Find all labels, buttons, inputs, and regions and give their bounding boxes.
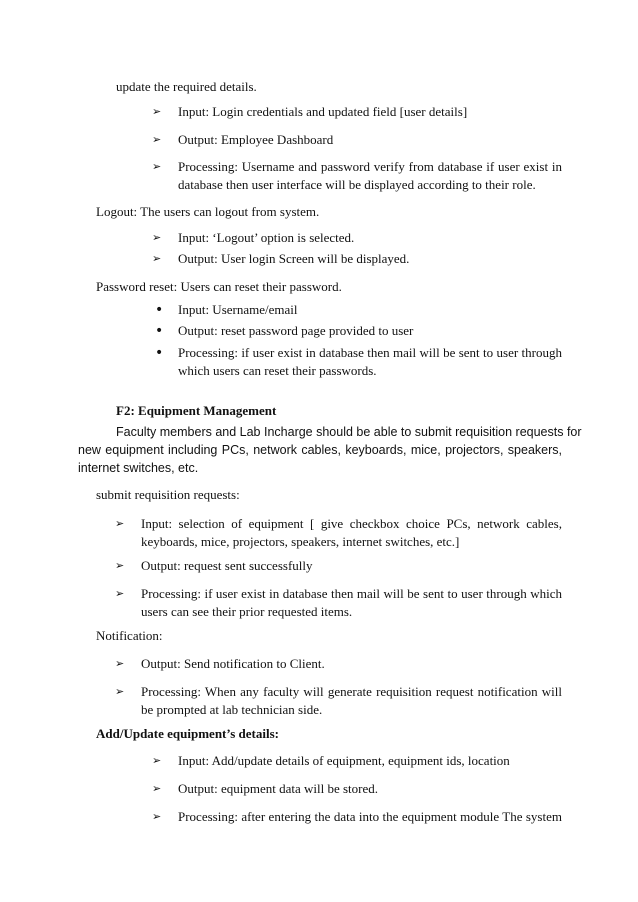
dot-bullet-icon: • [155, 302, 164, 318]
list-item-text: Processing: Username and password verify from database if user exist in database then user interface will be displayed according to their role. [178, 159, 562, 192]
dot-bullet-icon: • [155, 323, 164, 339]
list-item-text: Input: Add/update details of equipment, equipment ids, location [178, 753, 510, 768]
intro-line: update the required details. [116, 79, 257, 94]
list-item-text: Output: User login Screen will be displayed. [178, 251, 410, 266]
arrow-bullet-icon: ➢ [115, 587, 125, 600]
list-item-text: Input: Login credentials and updated field [user details] [178, 104, 468, 119]
list-item-text: Output: request sent successfully [141, 558, 313, 573]
dot-bullet-icon: • [155, 345, 164, 361]
arrow-bullet-icon: ➢ [115, 685, 125, 698]
arrow-bullet-icon: ➢ [152, 252, 162, 265]
list-item-text: Output: Employee Dashboard [178, 132, 334, 147]
section-paragraph-line: new equipment including PCs, network cables, keyboards, mice, projectors, speakers, [78, 443, 562, 457]
section-paragraph-line: Faculty members and Lab Incharge should be able to submit requisition requests for [116, 425, 582, 439]
add-update-heading: Add/Update equipment’s details: [96, 726, 279, 741]
arrow-bullet-icon: ➢ [152, 754, 162, 767]
arrow-bullet-icon: ➢ [115, 657, 125, 670]
arrow-bullet-icon: ➢ [152, 105, 162, 118]
password-reset-heading: Password reset: Users can reset their password. [96, 279, 342, 294]
list-item-text: Processing: if user exist in database then mail will be sent to user through which users can see their prior requested items. [141, 586, 562, 619]
arrow-bullet-icon: ➢ [115, 559, 125, 572]
arrow-bullet-icon: ➢ [152, 133, 162, 146]
arrow-bullet-icon: ➢ [152, 160, 162, 173]
list-item-text: Processing: When any faculty will generate requisition request notification will be prompted at lab technician side. [141, 684, 562, 717]
notification-heading: Notification: [96, 628, 163, 643]
logout-heading: Logout: The users can logout from system. [96, 204, 320, 219]
section-title: F2: Equipment Management [116, 403, 277, 418]
arrow-bullet-icon: ➢ [152, 782, 162, 795]
arrow-bullet-icon: ➢ [152, 810, 162, 823]
list-item-text: Processing: after entering the data into the equipment module The system [178, 809, 562, 824]
submit-heading: submit requisition requests: [96, 487, 240, 502]
list-item-text: Output: equipment data will be stored. [178, 781, 379, 796]
list-item-text: Input: Username/email [178, 302, 298, 317]
list-item-text: Output: reset password page provided to user [178, 323, 414, 338]
list-item-text: Output: Send notification to Client. [141, 656, 325, 671]
arrow-bullet-icon: ➢ [152, 231, 162, 244]
list-item-text: Processing: if user exist in database then mail will be sent to user through which users can reset their passwords. [178, 345, 562, 378]
arrow-bullet-icon: ➢ [115, 517, 125, 530]
section-paragraph-line: internet switches, etc. [78, 461, 199, 475]
list-item-text: Input: selection of equipment [ give checkbox choice PCs, network cables, keyboards, mice, projectors, speakers, internet switches, etc.] [141, 516, 562, 549]
list-item-text: Input: ‘Logout’ option is selected. [178, 230, 355, 245]
